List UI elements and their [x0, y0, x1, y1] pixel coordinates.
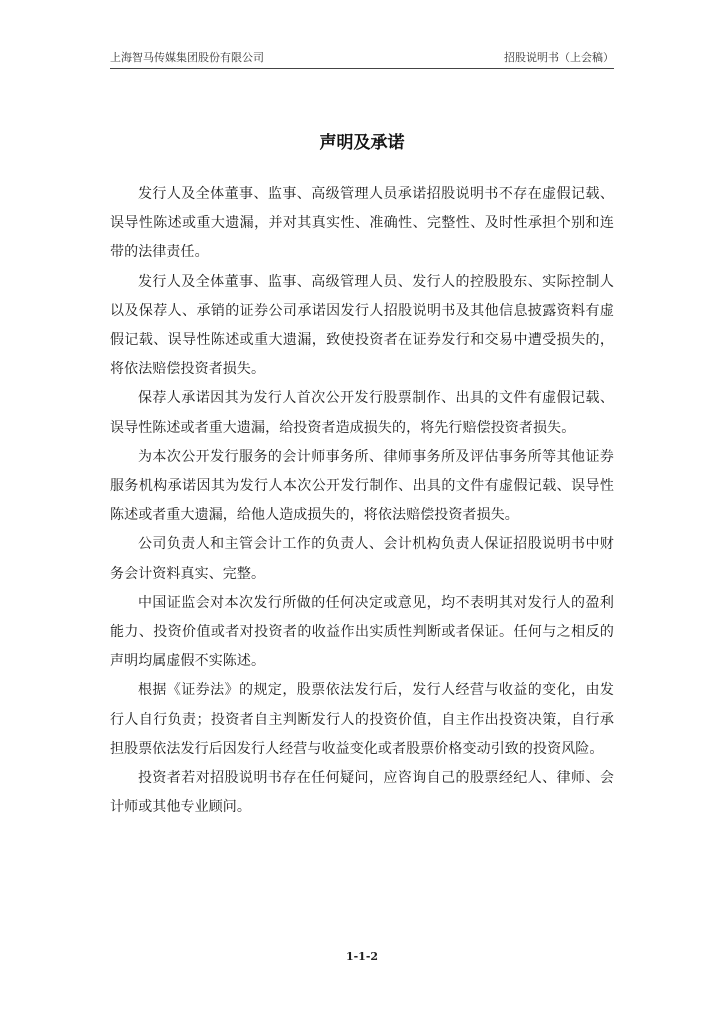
paragraph: 中国证监会对本次发行所做的任何决定或意见，均不表明其对发行人的盈利能力、投资价值或者对投资者的收益作出实质性判断或者保证。任何与之相反的声明均属虚假不实陈述。 — [110, 594, 614, 670]
page-header — [110, 50, 614, 66]
paragraph: 发行人及全体董事、监事、高级管理人员承诺招股说明书不存在虚假记载、误导性陈述或重大遗漏，并对其真实性、准确性、完整性、及时性承担个别和连带的法律责任。 — [110, 186, 614, 261]
page-title: 声明及承诺 — [319, 133, 405, 153]
paragraph: 投资者若对招股说明书存在任何疑问，应咨询自己的股票经纪人、律师、会计师或其他专业顾问。 — [110, 770, 614, 816]
header-divider — [110, 68, 614, 69]
page-number: 1-1-2 — [345, 950, 379, 963]
paragraph: 为本次公开发行服务的会计师事务所、律师事务所及评估事务所等其他证券服务机构承诺因其为发行人本次公开发行制作、出具的文件有虚假记载、误导性陈述或者重大遗漏，给他人造成损失的，将依法赔偿投资者损失。 — [110, 448, 614, 524]
paragraph: 公司负责人和主管会计工作的负责人、会计机构负责人保证招股说明书中财务会计资料真实、完整。 — [110, 536, 614, 582]
paragraph: 发行人及全体董事、监事、高级管理人员、发行人的控股股东、实际控制人以及保荐人、承销的证券公司承诺因发行人招股说明书及其他信息披露资料有虚假记载、误导性陈述或重大遗漏，致使投资者在证券发行和交易中遭受损失的，将依法赔偿投资者损失。 — [110, 273, 614, 378]
header-company-name: 上海智马传媒集团股份有限公司 — [110, 51, 264, 64]
paragraph: 保荐人承诺因其为发行人首次公开发行股票制作、出具的文件有虚假记载、误导性陈述或者重大遗漏，给投资者造成损失的，将先行赔偿投资者损失。 — [110, 390, 614, 436]
document-body — [110, 180, 614, 822]
header-document-type: 招股说明书（上会稿） — [504, 51, 614, 64]
paragraph: 根据《证券法》的规定，股票依法发行后，发行人经营与收益的变化，由发行人自行负责；投资者自主判断发行人的投资价值，自主作出投资决策，自行承担股票依法发行后因发行人经营与收益变化或者股票价格变动引致的投资风险。 — [110, 682, 614, 757]
